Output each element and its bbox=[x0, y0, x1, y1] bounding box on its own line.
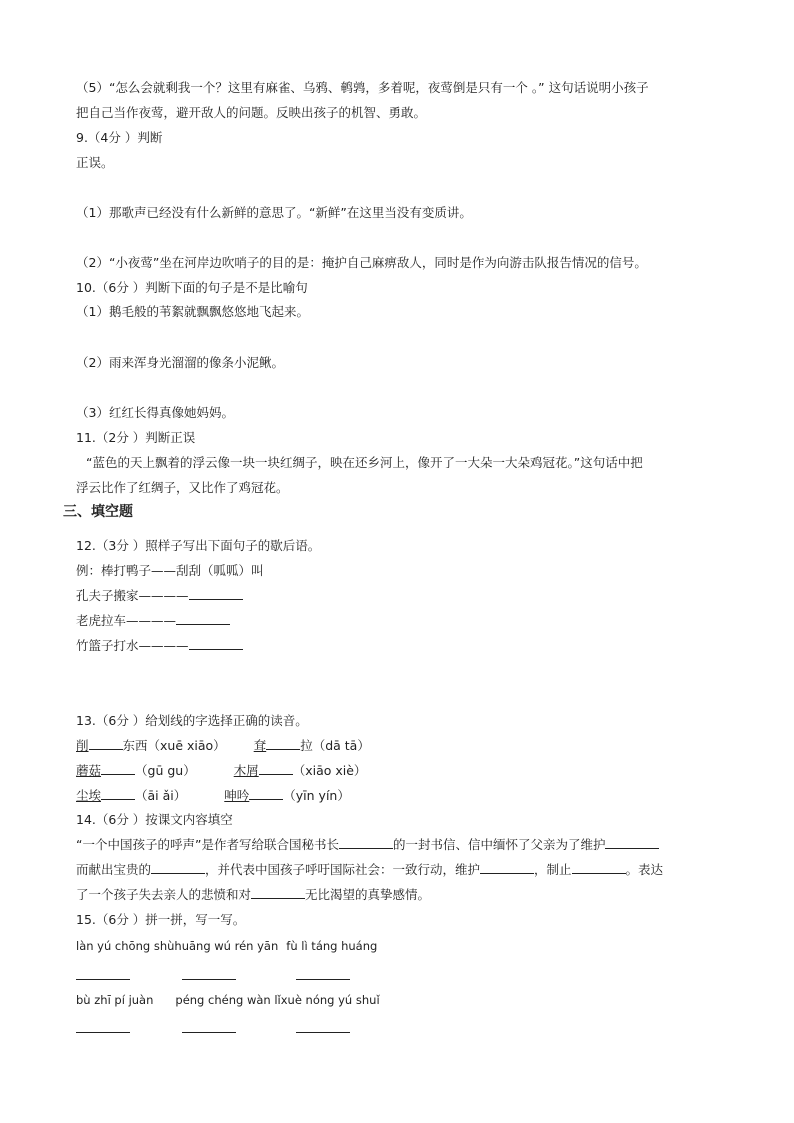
answer-blank[interactable] bbox=[572, 861, 626, 874]
answer-blank[interactable] bbox=[339, 836, 393, 849]
q9-subheading: 正误。 bbox=[76, 155, 114, 170]
answer-blank[interactable] bbox=[266, 737, 300, 750]
answer-blank[interactable] bbox=[151, 861, 205, 874]
q15-heading: 15.（6分 ）拼一拼，写一写。 bbox=[76, 912, 246, 927]
answer-blank[interactable] bbox=[76, 1031, 130, 1033]
answer-blank[interactable] bbox=[605, 836, 659, 849]
answer-blank[interactable] bbox=[182, 1031, 236, 1033]
answer-blank[interactable] bbox=[189, 587, 243, 600]
answer-blank[interactable] bbox=[296, 978, 350, 980]
q10-item-2: （2）雨来浑身光溜溜的像条小泥鳅。 bbox=[76, 355, 284, 370]
q14-heading: 14.（6分 ）按课文内容填空 bbox=[76, 812, 233, 827]
underlined-char: 尘埃 bbox=[76, 788, 102, 803]
q13-row-2: 蘑菇 （gū gu） 木屑 （xiāo xiè） bbox=[76, 763, 367, 778]
q14-line1: “一个中国孩子的呼声”是作者写给联合国秘书长 的一封书信、信中缅怀了父亲为了维护 bbox=[76, 836, 659, 854]
q13-row-1: 削 东西（xuē xiāo） 耷 拉（dā tā） bbox=[76, 738, 370, 753]
answer-blank[interactable] bbox=[480, 861, 534, 874]
pinyin: xuè nóng yú shuǐ bbox=[280, 993, 380, 1007]
pinyin: bù zhī pí juàn bbox=[76, 993, 154, 1007]
pinyin: péng chéng wàn lǐ bbox=[175, 993, 281, 1007]
q15-pinyin-row-1 bbox=[76, 937, 377, 955]
q12-item-3: 竹篮子打水———— bbox=[76, 637, 243, 655]
answer-blank[interactable] bbox=[101, 787, 135, 800]
q9-item-1: （1）那歌声已经没有什么新鲜的意思了。“新鲜”在这里当没有变质讲。 bbox=[76, 205, 472, 220]
underlined-char: 蘑菇 bbox=[76, 763, 102, 778]
q11-heading: 11.（2分 ）判断正误 bbox=[76, 430, 196, 445]
pinyin: làn yú chōng shù bbox=[76, 939, 175, 953]
q9-heading: 9.（4分 ）判断 bbox=[76, 130, 163, 145]
q12-item-1: 孔夫子搬家———— bbox=[76, 587, 243, 605]
answer-blank[interactable] bbox=[101, 762, 135, 775]
underlined-char: 削 bbox=[76, 738, 89, 753]
q10-heading: 10.（6分 ）判断下面的句子是不是比喻句 bbox=[76, 280, 308, 295]
answer-blank[interactable] bbox=[296, 1031, 350, 1033]
pinyin: huāng wú rén yān bbox=[174, 939, 279, 953]
q10-item-1: （1）鹅毛般的苇絮就飘飘悠悠地飞起来。 bbox=[76, 304, 309, 319]
q12-example: 例：棒打鸭子——刮刮（呱呱）叫 bbox=[76, 563, 264, 578]
q11-line2: 浮云比作了红绸子，又比作了鸡冠花。 bbox=[76, 480, 289, 495]
answer-blank[interactable] bbox=[89, 737, 123, 750]
q12-heading: 12.（3分 ）照样子写出下面句子的歇后语。 bbox=[76, 538, 321, 553]
answer-blank[interactable] bbox=[251, 886, 305, 899]
q11-line1: “蓝色的天上飘着的浮云像一块一块红绸子，映在还乡河上，像开了一大朵一大朵鸡冠花。”这句话中把 bbox=[86, 455, 643, 470]
answer-blank[interactable] bbox=[249, 787, 283, 800]
answer-blank[interactable] bbox=[76, 978, 130, 980]
q14-line3: 了一个孩子失去亲人的悲愤和对 无比渴望的真挚感情。 bbox=[76, 887, 431, 902]
answer-blank[interactable] bbox=[189, 637, 243, 650]
underlined-char: 耷 bbox=[253, 738, 267, 753]
underlined-char: 呻吟 bbox=[224, 788, 250, 803]
q12-item-2: 老虎拉车———— bbox=[76, 612, 230, 630]
q15-pinyin-row-2 bbox=[76, 991, 380, 1009]
q13-heading: 13.（6分 ）给划线的字选择正确的读音。 bbox=[76, 713, 308, 728]
pinyin: fù lì táng huáng bbox=[286, 939, 378, 953]
q10-item-3: （3）红红长得真像她妈妈。 bbox=[76, 405, 234, 420]
answer-blank[interactable] bbox=[182, 978, 236, 980]
q5-line1: （5）“怎么会就剩我一个？这里有麻雀、乌鸦、鹌鹑，多着呢，夜莺倒是只有一个 。” 这句话说明小孩子 bbox=[76, 80, 649, 95]
underlined-char: 木屑 bbox=[233, 763, 259, 778]
q14-line2: 而献出宝贵的 ，并代表中国孩子呼吁国际社会：一致行动，维护 ，制止 。表达 bbox=[76, 862, 664, 877]
answer-blank[interactable] bbox=[176, 612, 230, 625]
q9-item-2: （2）“小夜莺”坐在河岸边吹哨子的目的是：掩护自己麻痹敌人，同时是作为向游击队报告情况的信号。 bbox=[76, 255, 647, 270]
answer-blank[interactable] bbox=[259, 762, 293, 775]
q13-row-3: 尘埃 （āi ǎi） 呻吟 （yīn yín） bbox=[76, 788, 350, 803]
q5-line2: 把自己当作夜莺，避开敌人的问题。反映出孩子的机智、勇敢。 bbox=[76, 105, 427, 120]
section-heading-fill-in: 三、填空题 bbox=[63, 504, 133, 520]
